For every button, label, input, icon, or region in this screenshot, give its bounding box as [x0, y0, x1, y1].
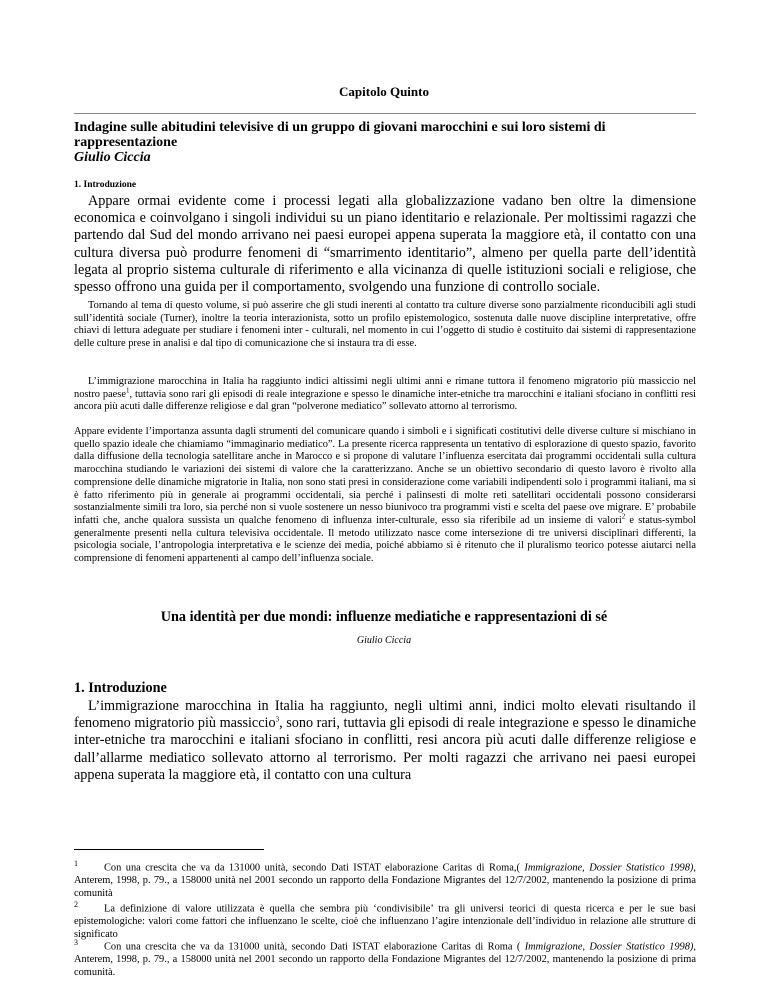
title-rule-top — [74, 113, 696, 114]
footnote-3 — [74, 937, 696, 979]
footnote-1 — [74, 858, 696, 900]
footnote-number: 3 — [74, 938, 78, 947]
footnote-number: 2 — [74, 900, 78, 909]
footnote-2 — [74, 899, 696, 941]
footnote-separator — [74, 849, 264, 850]
article-title-text: Indagine sulle abitudini televisive di un gruppo di giovani marocchini e sui loro sistemi di rappresentazione — [74, 120, 606, 150]
footnote-ref-2[interactable]: 2 — [621, 512, 626, 521]
paragraph-appare-part-b: e status-symbol generalmente presenti nella cultura televisiva occidentale. Il metodo utilizzato nasce come intersezione di tre universi disciplinari differenti, la psicologia sociale, l’antropologia interpretativa e le scienze dei media, poiché abbiamo si è ritenuto che il pluralismo teorico potesse aiutarci nella comprensione di fenomeni appartenenti al campo dell’influenza sociale. — [74, 514, 696, 565]
paragraph-tornando: Tornando al tema di questo volume, si può asserire che gli studi inerenti al contatto tra culture diverse sono parzialmente riconducibili agli studi sull’identità sociale (Turner), inoltre la teoria interazionista, sotto un profilo epistemologico, sostenuta dalle nuove discipline interpretative, offre chiavi di lettura adeguate per studiare i fenomeni inter - culturali, nel momento in cui l’oggetto di studio è costituito dai sistemi di rappresentazione delle culture prese in analisi e dal tipo di comunicazione che si instaura tra di esse. — [74, 300, 696, 350]
article-title — [74, 120, 696, 165]
paragraph-final-part-b: , sono rari, tuttavia gli episodi di reale integrazione e spesso le dinamiche inter-etniche tra marocchini e italiani sfociano in conflitti, resi ancora più acuti dalle differenze religiose e dall’allarme mediatico sollevato attorno al terrorismo. Per molti ragazzi che arrivano nei paesi europei appena superata la maggiore età, il contatto con una cultura — [74, 715, 696, 783]
chapter-heading: Capitolo Quinto — [339, 84, 429, 99]
subtitle-heading: Una identità per due mondi: influenze mediatiche e rappresentazioni di sé — [160, 609, 608, 625]
section-heading-2: 1. Introduzione — [74, 680, 167, 696]
paragraph-immigrazione-part-a: L’immigrazione marocchina in Italia ha raggiunto indici altissimi negli ultimi anni e rimane tuttora il fenomeno migratorio più massiccio nel nostro paese — [74, 376, 696, 400]
footnote-ref-3[interactable]: 3 — [275, 715, 280, 724]
footnote-text: Con una crescita che va da 131000 unità, secondo Dati ISTAT elaborazione Caritas di Roma,( — [104, 862, 525, 874]
footnote-italic: Immigrazione, Dossier Statistico 1998) — [524, 862, 694, 874]
footnote-text-tail: , Anterem, 1998, p. 79., a 158000 unità nel 2001 secondo un rapporto della Fondazione Migrantes del 12/7/2002, mantenendo la posizione di prima comunità. — [74, 941, 697, 978]
subtitle-author: Giulio Ciccia — [356, 635, 412, 646]
paragraph-immigrazione — [74, 376, 696, 414]
footnote-italic: Immigrazione, Dossier Statistico 1998) — [524, 941, 694, 953]
section-heading-1: 1. Introduzione — [74, 180, 137, 190]
footnote-text: Con una crescita che va da 131000 unità, secondo Dati ISTAT elaborazione Caritas di Roma ( — [104, 941, 525, 953]
footnote-text-tail: , Anterem, 1998, p. 79., a 158000 unità nel 2001 secondo un rapporto della Fondazione Migrantes del 12/7/2002, mantenendo la posizione di prima comunità — [74, 862, 697, 899]
footnote-text: La definizione di valore utilizzata è quella che sembra più ‘condivisibile’ tra gli universi teorici di questa ricerca e per le sue basi epistemologiche: valori come fattori che influenzano le scelte, cioè che influenzano l’agire intenzionale dell’individuo in relazione alle strutture di significato — [74, 903, 696, 940]
paragraph-final — [74, 698, 696, 784]
paragraph-appare-part-a: Appare evidente l’importanza assunta dagli strumenti del comunicare quando i simboli e i significati costitutivi delle diverse culture si mischiano in quello spazio ideale che chiamiamo “immaginario mediatico”. La presente ricerca rappresenta un tentativo di esplorazione di questo spazio, favorito dalla diffusione della tecnologia satellitare anche in Marocco e si propone di valutare l’influenza esercitata dai programmi occidentali sulla cultura marocchina studiando le variazioni dei sistemi di valore che la caratterizzano. Anche se un obiettivo secondario di questo lavoro è rivolto alla comprensione delle dinamiche migratorie in Italia, non sono stati presi in considerazione come variabili indipendenti solo i programmi italiani, ma si è fatto riferimento più in generale ai programmi occidentali, sia perché i palinsesti di molte reti satellitari occidentali possono considerarsi sostanzialmente simili tra loro, sia perché non si vuole sostenere un nesso biunivoco tra programmi visti e scelta del paese ove migrare. E’ probabile infatti che, anche qualora sussista un qualche fenomeno di influenza inter-culturale, esso sia riferibile ad un insieme di valori — [74, 426, 696, 526]
paragraph-final-part-a: L’immigrazione marocchina in Italia ha raggiunto, negli ultimi anni, indici molto elevati risultando il fenomeno migratorio più massiccio — [74, 698, 696, 732]
footnote-ref-1[interactable]: 1 — [125, 386, 130, 395]
paragraph-appare — [74, 426, 696, 566]
footnote-number: 1 — [74, 859, 78, 868]
paragraph-intro: Appare ormai evidente come i processi legati alla globalizzazione vadano ben oltre la dimensione economica e coinvolgano i singoli individui su un piano identitario e relazionale. Per moltissimi ragazzi che partendo dal Sud del mondo arrivano nei paesi europei appena superata la maggiore età, il contatto con una cultura diversa può produrre fenomeni di “smarrimento identitario”, almeno per quella parte dell’identità legata al proprio sistema culturale di riferimento e alla vicinanza di quelle istituzioni sociali e religiose, che spesso offrono una guida per il comportamento, svolgendo una funzione di controllo sociale. — [74, 193, 696, 296]
article-author: Giulio Ciccia — [74, 150, 151, 165]
paragraph-immigrazione-part-b: , tuttavia sono rari gli episodi di reale integrazione e spesso le dinamiche inter-etniche tra marocchini e italiani sfociano in conflitti resi ancora più acuti dalle differenze religiose e dal gran “polverone mediatico” sollevato attorno al terrorismo. — [74, 388, 696, 413]
